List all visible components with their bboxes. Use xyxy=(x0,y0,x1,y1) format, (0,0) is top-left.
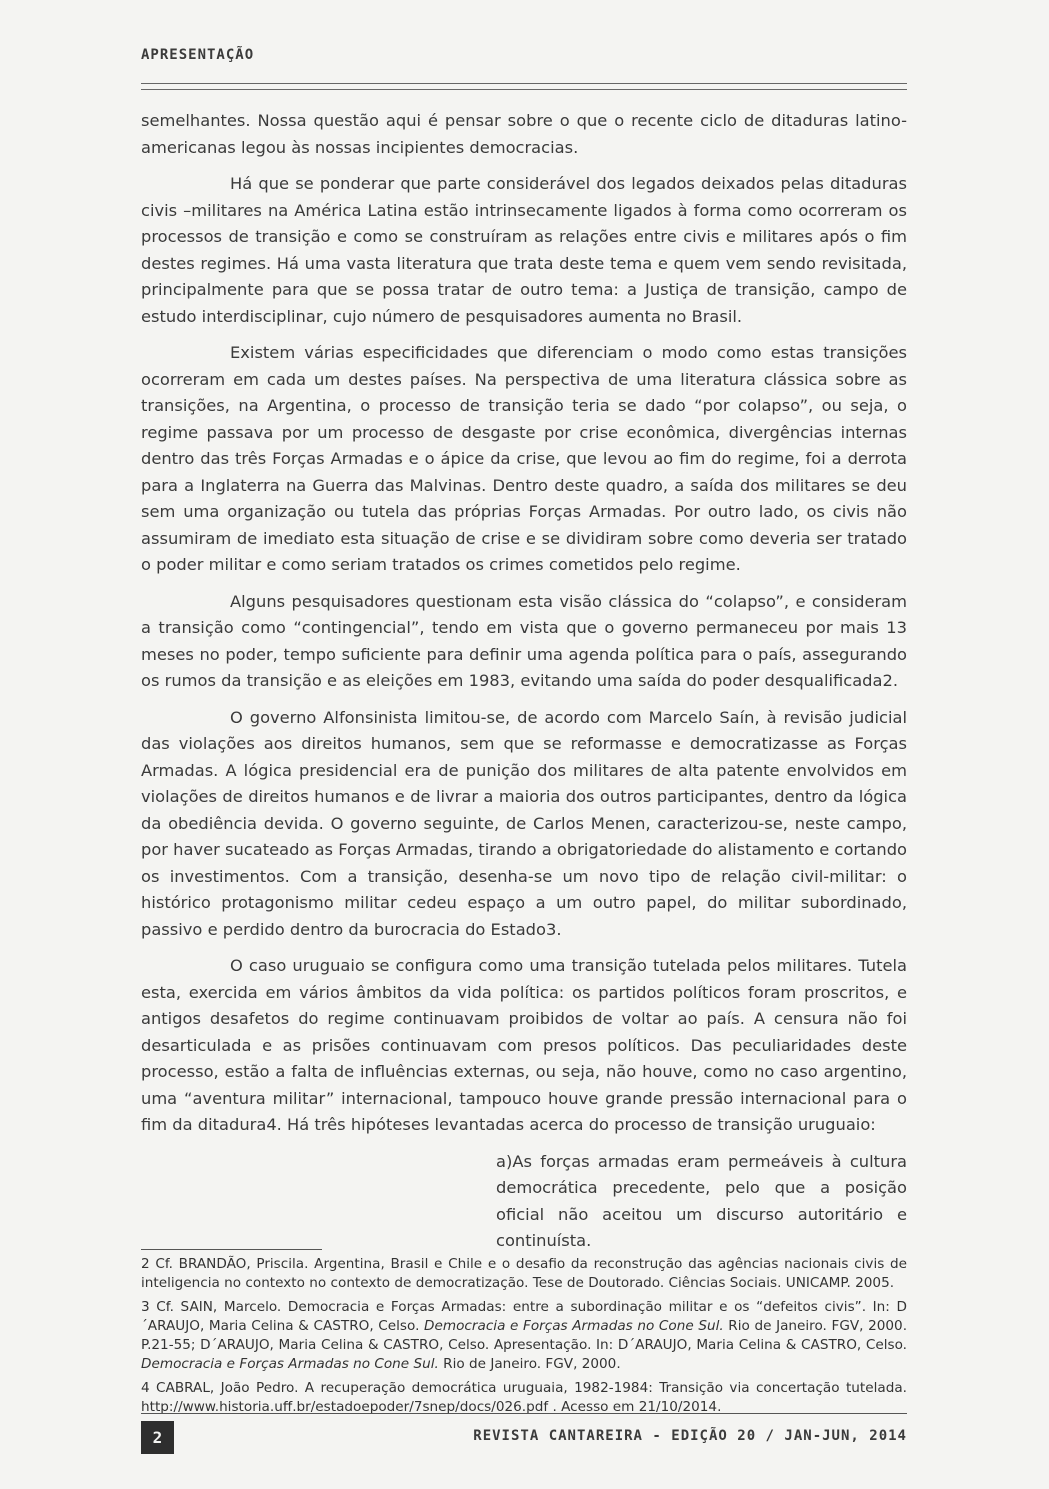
paragraph-3: Existem várias especificidades que diferenciam o modo como estas transições ocorreram em cada um destes países. Na perspectiva de uma literatura clássica sobre as transições, na Argentina, o processo de transição teria se dado “por colapso”, ou seja, o regime passava por um processo de desgaste por crise econômica, divergências internas dentro das três Forças Armadas e o ápice da crise, que levou ao fim do regime, foi a derrota para a Inglaterra na Guerra das Malvinas. Dentro deste quadro, a saída dos militares se deu sem uma organização ou tutela das próprias Forças Armadas. Por outro lado, os civis não assumiram de imediato esta situação de crise e se dividiram sobre como deveria ser tratado o poder militar e como seriam tratados os crimes cometidos pelo regime. xyxy=(141,343,907,574)
footnote-3-title-2: Democracia e Forças Armadas no Cone Sul. xyxy=(141,1356,439,1372)
footer-divider xyxy=(141,1413,907,1414)
paragraph-2: Há que se ponderar que parte considerável dos legados deixados pelas ditaduras civis –militares na América Latina estão intrinsecamente ligados à forma como ocorreram os processos de transição e como se construíram as relações entre civis e militares após o fim destes regimes. Há uma vasta literatura que trata deste tema e quem vem sendo revisitada, principalmente para que se possa tratar de outro tema: a Justiça de transição, campo de estudo interdisciplinar, cujo número de pesquisadores aumenta no Brasil. xyxy=(141,174,907,326)
block-quote: a)As forças armadas eram permeáveis à cultura democrática precedente, pelo que a posição oficial não aceitou um discurso autoritário e continuísta. xyxy=(496,1151,907,1250)
footnote-3-text-c: Rio de Janeiro. FGV, 2000. xyxy=(438,1356,621,1372)
footnote-2: 2 Cf. BRANDÃO, Priscila. Argentina, Brasil e Chile e o desafio da reconstrução das agências nacionais civis de inteligencia no contexto no contexto de democratização. Tese de Doutorado. Ciências Sociais. UNICAMP. 2005. xyxy=(141,1256,907,1291)
footnote-divider xyxy=(141,1249,322,1250)
paragraph-4: Alguns pesquisadores questionam esta visão clássica do “colapso”, e consideram a transição como “contingencial”, tendo em vista que o governo permaneceu por mais 13 meses no poder, tempo suficiente para definir uma agenda política para o país, assegurando os rumos da transição e as eleições em 1983, evitando uma saída do poder desqualificada2. xyxy=(141,591,907,690)
footnote-3-text-a: 3 Cf. SAIN, Marcelo. Democracia e Forças Armadas: entre a subordinação militar e os “defeitos civis”. In: D´ARAUJO, Maria Celina & CASTRO, Celso. xyxy=(141,1299,907,1334)
paragraph-6: O caso uruguaio se configura como uma transição tutelada pelos militares. Tutela esta, exercida em vários âmbitos da vida política: os partidos políticos foram proscritos, e antigos desafetos do regime continuavam proibidos de voltar ao país. A censura não foi desarticulada e as prisões continuavam com presos políticos. Das peculiaridades deste processo, estão a falta de influências externas, ou seja, não houve, como no caso argentino, uma “aventura militar” internacional, tampouco houve grande pressão internacional para o fim da ditadura4. Há três hipóteses levantadas acerca do processo de transição uruguaio: xyxy=(141,956,907,1134)
footnotes xyxy=(141,1255,907,1422)
footnote-3-title-1: Democracia e Forças Armadas no Cone Sul. xyxy=(424,1318,724,1334)
paragraph-5: O governo Alfonsinista limitou-se, de acordo com Marcelo Saín, à revisão judicial das violações aos direitos humanos, sem que se reformasse e democratizasse as Forças Armadas. A lógica presidencial era de punição dos militares de alta patente envolvidos em violações de direitos humanos e de livrar a maioria dos outros participantes, dentro da lógica da obediência devida. O governo seguinte, de Carlos Menen, caracterizou-se, neste campo, por haver sucateado as Forças Armadas, tirando a obrigatoriedade do alistamento e cortando os investimentos. Com a transição, desenha-se um novo tipo de relação civil-militar: o histórico protagonismo militar cedeu espaço a um outro papel, do militar subordinado, passivo e perdido dentro da burocracia do Estado3. xyxy=(141,707,907,939)
article-body xyxy=(141,108,907,1255)
header-divider xyxy=(141,83,907,90)
publication-info: REVISTA CANTAREIRA - EDIÇÃO 20 / JAN-JUN, 2014 xyxy=(473,1428,907,1444)
footnote-3 xyxy=(141,1298,907,1374)
page-number: 2 xyxy=(141,1421,174,1454)
section-title: APRESENTAÇÃO xyxy=(141,47,255,63)
footnote-4: 4 CABRAL, João Pedro. A recuperação democrática uruguaia, 1982-1984: Transição via concertação tutelada. http://www.historia.uff.br/estadoepoder/7snep/docs/026.pdf . Acesso em 21/10/2014. xyxy=(141,1380,907,1415)
paragraph-1: semelhantes. Nossa questão aqui é pensar sobre o que o recente ciclo de ditaduras latino-americanas legou às nossas incipientes democracias. xyxy=(141,111,907,157)
footnote-3-text-b: Rio de Janeiro. FGV, 2000. P.21-55; D´ARAUJO, Maria Celina & CASTRO, Celso. Apresentação. In: D´ARAUJO, Maria Celina & CASTRO, Celso. xyxy=(141,1318,908,1353)
